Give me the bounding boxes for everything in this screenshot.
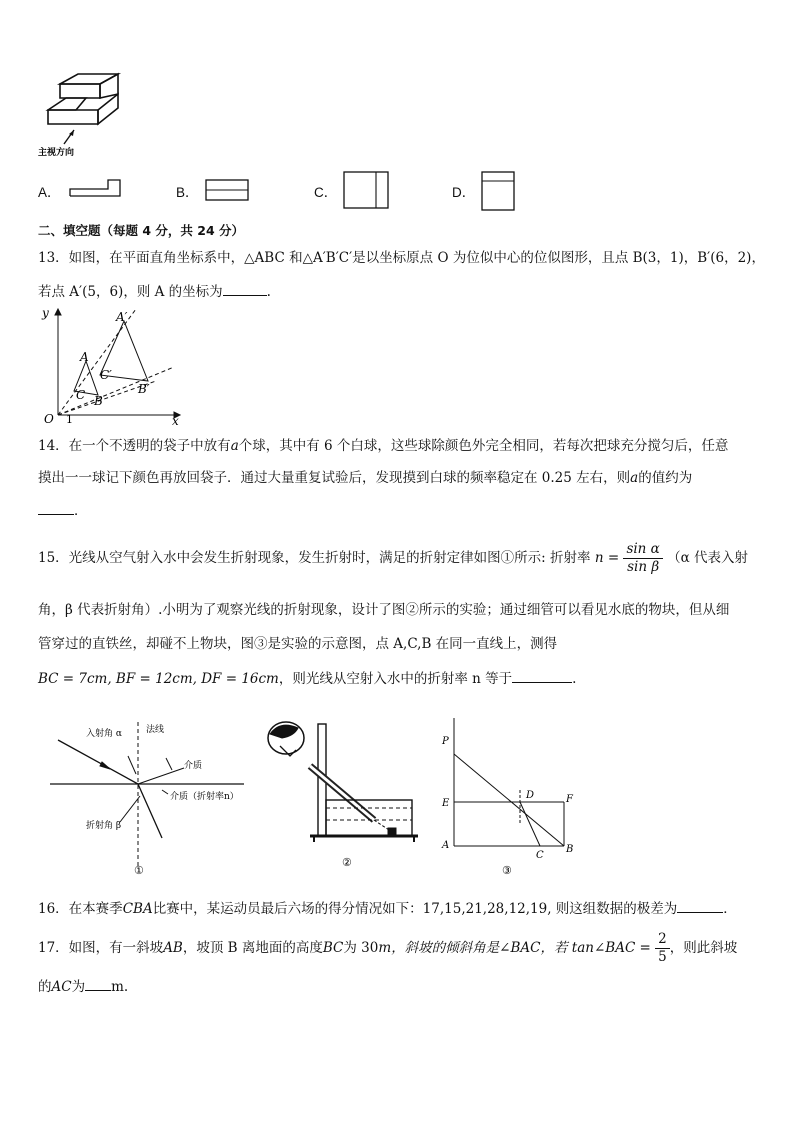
point-a1-label: A′: [116, 310, 128, 324]
q15-line1: [38, 540, 748, 576]
option-a-letter: A．: [38, 185, 61, 200]
option-d-letter: D．: [452, 185, 476, 200]
point-c-label: C: [76, 388, 86, 402]
section-heading: 二、填空题（每题 4 分，共 24 分）: [38, 223, 245, 238]
q15-text-b: （α 代表入射: [667, 550, 749, 566]
fig3-e-label: E: [442, 798, 450, 809]
q15-text-a: 15．光线从空气射入水中会发生折射现象，发生折射时，满足的折射定律如图①所示: 折射率: [38, 550, 591, 566]
view-direction-label: 主视方向: [38, 148, 75, 158]
q14-text-b: 个球，其中有 6 个白球，这些球除颜色外完全相同，若每次把球充分搅匀后，任意: [238, 438, 729, 454]
q14-text-a: 14．在一个不透明的袋子中放有: [38, 438, 231, 454]
q13-period: .: [266, 284, 271, 300]
origin-label: O: [44, 412, 54, 425]
q15-figure-2: [262, 716, 424, 876]
q14-line3: [38, 500, 88, 521]
q17-text-g: 为: [71, 979, 86, 995]
q17-bc: BC: [322, 940, 344, 956]
q14-var-a2: a: [630, 470, 639, 486]
q14-answer-blank[interactable]: [38, 500, 74, 515]
q15-period: .: [572, 671, 577, 687]
fig1-refract-label: 折射角 β: [86, 821, 122, 831]
point-c1-label: C′: [100, 368, 112, 382]
fig3-f-label: F: [566, 794, 573, 805]
q15-line2: 角，β 代表折射角）.小明为了观察光线的折射现象，设计了图②所示的实验；通过细管可以看见水底的物块，但从细: [38, 602, 730, 618]
q16-text-a: 16．在本赛季: [38, 901, 123, 917]
q14-line1: [38, 436, 728, 456]
q16-text-b: 比赛中，某运动员最后六场的得分情况如下：17,15,21,28,12,19, 则这组数据的极差为: [152, 901, 678, 917]
stair-solid-figure: [36, 72, 136, 162]
option-d[interactable]: [452, 181, 475, 201]
option-a-shape: [68, 176, 122, 200]
option-d-shape: [480, 170, 516, 212]
option-c-shape: [342, 170, 390, 210]
q17-text-a: 17．如图，有一斜坡: [38, 940, 164, 956]
q15-figure-3: [436, 716, 584, 878]
point-a-label: A: [80, 350, 89, 364]
fig1-incident-label: 入射角 α: [86, 729, 122, 739]
q17-frac-den: 5: [658, 949, 667, 965]
q14-text-d: 的值约为: [638, 470, 693, 486]
fig1-medium2-label: 介质（折射率n）: [170, 792, 239, 802]
q15-line3: 管穿过的直铁丝，却碰不上物块，图③是实验的示意图，点 A,C,B 在同一直线上，测得: [38, 636, 558, 652]
fig2-number: ②: [342, 856, 352, 869]
point-b1-label: B′: [138, 382, 150, 396]
q13-text: 若点 A′(5，6)，则 A 的坐标为: [38, 284, 223, 300]
q17-text-e: ，则此斜坡: [669, 940, 738, 956]
option-b-letter: B．: [176, 185, 199, 200]
q15-n-eq: n =: [594, 550, 620, 566]
q15-frac-num: sin α: [623, 541, 662, 559]
q17-text-c: 为 30: [343, 940, 379, 956]
fig3-a-label: A: [442, 840, 450, 851]
option-b-shape: [204, 178, 250, 202]
y-axis-label: y: [42, 306, 49, 320]
q13-answer-blank[interactable]: [223, 281, 267, 296]
q17-text-f: 的: [38, 979, 52, 995]
q16-period: ．: [723, 901, 737, 917]
fig1-medium-label: 介质: [184, 761, 203, 771]
q15-line4: [38, 668, 576, 689]
q17-text-b: ，坡顶 B 离地面的高度: [182, 940, 323, 956]
q13-line2: [38, 281, 271, 302]
q14-var-a: a: [230, 438, 239, 454]
q16-cba: CBA: [122, 901, 153, 917]
q15-text-c: ，则光线从空射入水中的折射率 n 等于: [278, 671, 513, 687]
fig1-number: ①: [134, 864, 144, 877]
q17-ac: AC: [51, 979, 72, 995]
fig3-b-label: B: [566, 844, 574, 855]
q17-m: m: [378, 940, 392, 956]
q13-line1: 13．如图，在平面直角坐标系中，△ABC 和△A′B′C′是以坐标原点 O 为位似中心的位似图形，且点 B(3，1)，B′(6，2)，: [38, 250, 765, 266]
fig1-normal-label: 法线: [146, 725, 165, 735]
option-c[interactable]: [314, 181, 337, 201]
q17-line1: [38, 930, 737, 966]
q14-period: ．: [74, 503, 88, 519]
option-c-letter: C．: [314, 185, 338, 200]
q16-line: [38, 898, 737, 919]
point-b-label: B: [94, 394, 103, 408]
fig3-number: ③: [502, 864, 512, 877]
q17-text-d: ，斜坡的倾斜角是∠BAC，若 tan∠BAC =: [391, 940, 651, 956]
q17-ab: AB: [163, 940, 183, 956]
fig3-c-label: C: [536, 850, 544, 861]
option-a[interactable]: [38, 181, 61, 201]
fig3-p-label: P: [442, 736, 449, 747]
q15-answer-blank[interactable]: [512, 668, 572, 683]
q15-frac-den: sin β: [627, 559, 660, 575]
q17-frac-num: 2: [655, 931, 670, 949]
q17-line2: [38, 976, 128, 997]
q17-answer-blank[interactable]: [85, 976, 111, 991]
one-label: 1: [66, 413, 73, 425]
q15-measurements: BC = 7cm, BF = 12cm, DF = 16cm: [38, 671, 279, 687]
q16-answer-blank[interactable]: [677, 898, 723, 913]
option-b[interactable]: [176, 181, 199, 201]
q13-coordinate-figure: [34, 305, 184, 425]
q17-unit: m.: [111, 979, 129, 995]
q14-line2: [38, 468, 692, 488]
fig3-d-label: D: [526, 790, 535, 801]
q17-fraction: [655, 931, 670, 966]
x-axis-label: x: [172, 414, 179, 425]
q15-figure-1: [50, 718, 260, 880]
q15-fraction: [623, 541, 662, 576]
q14-text-c: 摸出一一球记下颜色再放回袋子．通过大量重复试验后，发现摸到白球的频率稳定在 0.25 左右，则: [38, 470, 631, 486]
